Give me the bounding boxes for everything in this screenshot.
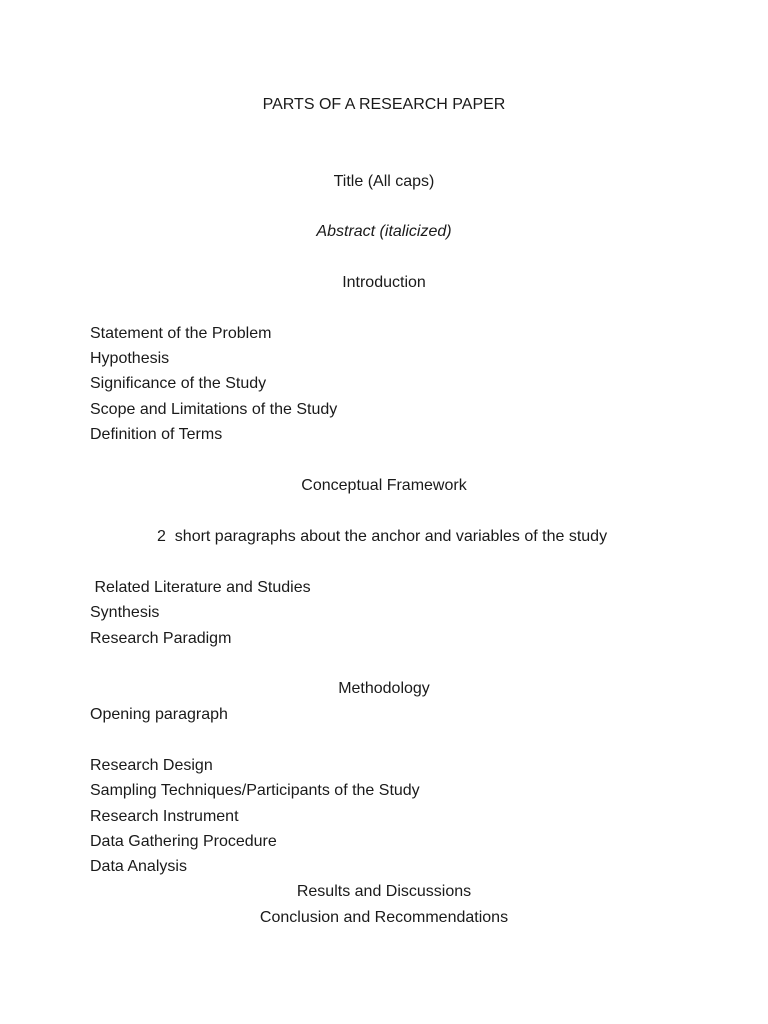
conceptual-framework-heading: Conceptual Framework [301,477,467,494]
introduction-item: Significance of the Study [90,375,267,392]
conceptual-framework-item: Research Paradigm [90,630,232,647]
methodology-item: Research Design [90,757,213,774]
conclusion-heading: Conclusion and Recommendations [259,909,509,926]
title-line: Title (All caps) [333,173,435,190]
methodology-item: Sampling Techniques/Participants of the Study [90,782,420,799]
abstract-line: Abstract (italicized) [316,223,452,240]
methodology-opening: Opening paragraph [90,706,228,723]
methodology-heading: Methodology [338,680,430,697]
methodology-item: Research Instrument [90,808,239,825]
conceptual-framework-item: Synthesis [90,604,160,621]
introduction-item: Scope and Limitations of the Study [90,401,338,418]
introduction-item: Hypothesis [90,350,170,367]
conceptual-framework-item: Related Literature and Studies [90,579,311,596]
conceptual-framework-note: 2 short paragraphs about the anchor and variables of the study [157,528,608,545]
document-heading: PARTS OF A RESEARCH PAPER [262,96,506,113]
introduction-item: Definition of Terms [90,426,223,443]
methodology-item: Data Gathering Procedure [90,833,277,850]
methodology-item: Data Analysis [90,858,187,875]
introduction-heading: Introduction [342,274,426,291]
introduction-item: Statement of the Problem [90,325,272,342]
results-heading: Results and Discussions [296,883,472,900]
